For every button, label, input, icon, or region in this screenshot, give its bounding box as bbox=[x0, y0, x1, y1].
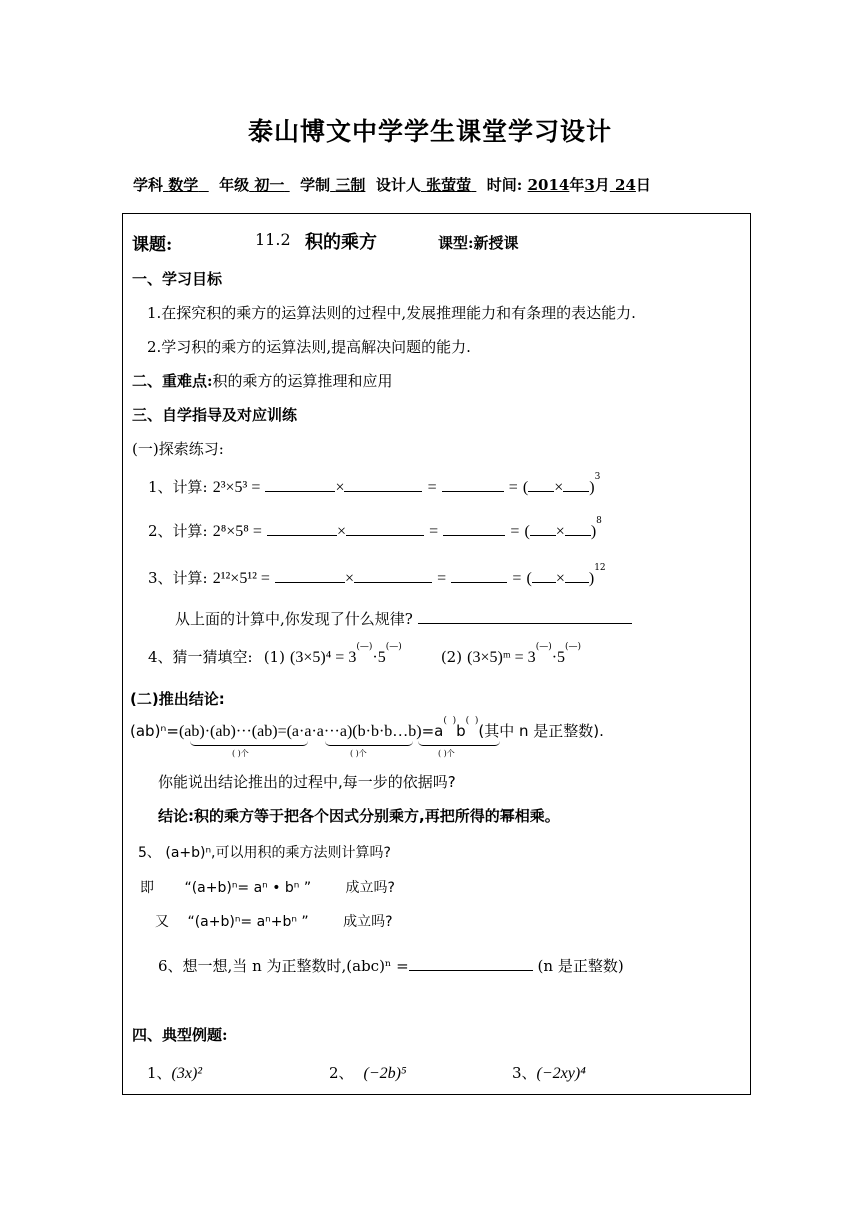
calc3-expr: 2¹²×5¹² = bbox=[212, 570, 270, 587]
answer-blank[interactable] bbox=[418, 609, 632, 624]
blank[interactable] bbox=[344, 477, 422, 492]
guess2-expr: (3×5)ᵐ = 3 bbox=[467, 649, 536, 666]
section1-heading: 一、学习目标 bbox=[132, 270, 223, 288]
blank[interactable] bbox=[451, 568, 507, 583]
blank[interactable] bbox=[442, 477, 504, 492]
blank[interactable] bbox=[346, 521, 424, 536]
section3-heading: 三、自学指导及对应训练 bbox=[132, 406, 298, 424]
year-value: 2014 bbox=[527, 176, 570, 194]
time-label: 时间: bbox=[486, 176, 523, 194]
q5-line2: 即 “(a+b)ⁿ= aⁿ • bⁿ ” 成立吗? bbox=[140, 880, 395, 896]
subject-value: 数学 bbox=[168, 176, 199, 194]
section2-text: 积的乘方的运算推理和应用 bbox=[212, 372, 393, 390]
grade-label: 年级 bbox=[219, 176, 250, 194]
topic-label: 课题: bbox=[132, 235, 173, 255]
brace-label-2: ( )个 bbox=[350, 749, 367, 758]
guess-prefix: 4、猜一猜填空: bbox=[148, 648, 253, 666]
brace-label-3: ( )个 bbox=[438, 749, 455, 758]
page-title: 泰山博文中学学生课堂学习设计 bbox=[247, 117, 612, 146]
brace-label-1: ( )个 bbox=[232, 749, 249, 758]
conclusion-text: 结论:积的乘方等于把各个因式分别乘方,再把所得的幂相乘。 bbox=[158, 807, 560, 825]
group-2: (a·a·a···a) bbox=[286, 723, 353, 740]
pattern-question: 从上面的计算中,你发现了什么规律? bbox=[175, 608, 632, 629]
conclusion-heading: (二)推出结论: bbox=[130, 690, 225, 708]
subject-label: 学科 bbox=[133, 176, 164, 194]
designer-value: 张萤萤 bbox=[426, 176, 472, 194]
blank[interactable] bbox=[565, 568, 589, 583]
blank[interactable] bbox=[528, 477, 554, 492]
calc-row-3: 3、计算: 2¹²×5¹² = × = = ( × )$^{12}$ bbox=[148, 563, 606, 587]
blank[interactable] bbox=[530, 521, 556, 536]
guess1-expr: (3×5)⁴ = 3 bbox=[290, 649, 357, 666]
q6-line bbox=[158, 955, 624, 976]
brace-1 bbox=[190, 741, 308, 746]
example-1: 1、(3x)² bbox=[147, 1064, 203, 1082]
q5-line1: 5、 (a+b)ⁿ,可以用积的乘方法则计算吗? bbox=[138, 845, 391, 861]
day-value: 24 bbox=[615, 176, 636, 194]
blank[interactable] bbox=[443, 521, 505, 536]
topic-number: 11.2 bbox=[255, 230, 291, 249]
derivation-question: 你能说出结论推出的过程中,每一步的依据吗? bbox=[158, 773, 456, 791]
exponent: 8 bbox=[596, 516, 602, 526]
derivation-note: (其中 n 是正整数). bbox=[478, 722, 604, 740]
calc1-prefix: 1、计算: bbox=[148, 478, 208, 496]
system-label: 学制 bbox=[300, 176, 331, 194]
calc-row-1: 1、计算: 2³×5³ = × = = ( × )$^3$ bbox=[148, 472, 601, 496]
derivation-lhs: (ab)ⁿ= bbox=[130, 722, 179, 740]
q5-line3: 又 “(a+b)ⁿ= aⁿ+bⁿ ” 成立吗? bbox=[155, 914, 393, 930]
month-unit: 月 bbox=[594, 176, 610, 194]
goal-1: 1.在探究积的乘方的运算法则的过程中,发展推理能力和有条理的表达能力. bbox=[147, 304, 636, 322]
brace-3 bbox=[418, 741, 500, 746]
brace-2 bbox=[325, 741, 413, 746]
grade-value: 初一 bbox=[254, 176, 285, 194]
exploration-subheading: (一)探索练习: bbox=[132, 440, 224, 458]
group-1: (ab)·(ab)···(ab) bbox=[178, 723, 278, 740]
group-3: (b·b·b…b) bbox=[352, 723, 422, 740]
blank[interactable] bbox=[563, 477, 589, 492]
calc1-expr: 2³×5³ = bbox=[212, 479, 261, 496]
month-value: 3 bbox=[584, 176, 595, 194]
q6-blank[interactable] bbox=[409, 956, 533, 971]
blank[interactable] bbox=[275, 568, 345, 583]
q6-text: 6、想一想,当 n 为正整数时,(abc)ⁿ = bbox=[158, 957, 409, 975]
year-unit: 年 bbox=[569, 176, 585, 194]
section4-heading: 四、典型例题: bbox=[132, 1026, 228, 1044]
designer-label: 设计人 bbox=[375, 176, 421, 194]
calc3-prefix: 3、计算: bbox=[148, 569, 208, 587]
section2-heading: 二、重难点: bbox=[132, 372, 213, 390]
example-2: 2、 (−2b)⁵ bbox=[329, 1064, 407, 1082]
topic-name: 积的乘方 bbox=[305, 232, 377, 253]
exponent: 3 bbox=[594, 472, 601, 482]
blank[interactable] bbox=[354, 568, 432, 583]
system-value: 三制 bbox=[335, 176, 366, 194]
calc2-prefix: 2、计算: bbox=[148, 522, 208, 540]
guess-row: 4、猜一猜填空: (1) (3×5)⁴ = 3(—)·5(—) (2) (3×5)ᵐ = 3(—)·5(—) bbox=[148, 642, 582, 666]
example-3: 3、(−2xy)⁴ bbox=[512, 1064, 586, 1082]
blank[interactable] bbox=[532, 568, 556, 583]
q6-suffix: (n 是正整数) bbox=[537, 957, 624, 975]
derivation-row: (ab)ⁿ=(ab)·(ab)···(ab)=(a·a·a···a)(b·b·b…b)=a( )b( )(其中 n 是正整数). bbox=[130, 716, 604, 740]
goal-2: 2.学习积的乘方的运算法则,提高解决问题的能力. bbox=[147, 338, 471, 356]
meta-line bbox=[133, 174, 651, 195]
blank[interactable] bbox=[565, 521, 591, 536]
lesson-type: 课型:新授课 bbox=[438, 234, 519, 252]
calc2-expr: 2⁸×5⁸ = bbox=[212, 523, 262, 540]
day-unit: 日 bbox=[635, 176, 651, 194]
section2-line bbox=[132, 370, 393, 391]
calc-row-2: 2、计算: 2⁸×5⁸ = × = = ( × )$^8$ bbox=[148, 516, 602, 540]
derivation-rhs: =a bbox=[421, 722, 444, 740]
blank[interactable] bbox=[265, 477, 335, 492]
exponent: 12 bbox=[594, 563, 606, 573]
blank[interactable] bbox=[267, 521, 337, 536]
